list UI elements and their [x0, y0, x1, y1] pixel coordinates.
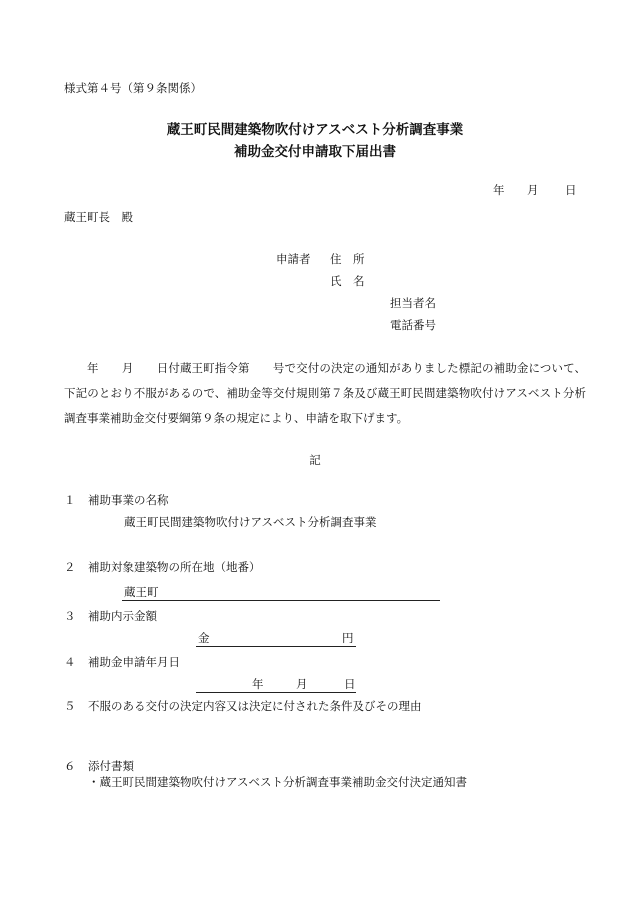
item-2-label: 補助対象建築物の所在地（地番）	[88, 560, 261, 574]
location-underline	[122, 600, 440, 601]
ki-heading: 記	[309, 453, 321, 467]
amount-underline	[196, 646, 356, 647]
item-1-number: １	[64, 493, 76, 507]
item-4-number: ４	[64, 655, 76, 669]
document-title-line-2: 補助金交付申請取下届出書	[234, 144, 396, 160]
body-paragraph: 年 月 日付蔵王町指令第 号で交付の決定の通知がありました標記の補助金について、下記のとおり不服があるので、補助金等交付規則第７条及び蔵王町民間建築物吹付けアスベスト分析調査事業補助金交付要綱第９条の規定により、申請を取下げます。	[64, 361, 586, 425]
form-number: 様式第４号（第９条関係）	[64, 81, 202, 95]
phone-label: 電話番号	[390, 318, 436, 332]
amount-suffix: 円	[342, 631, 354, 645]
addressee: 蔵王町長 殿	[64, 210, 133, 224]
application-day: 日	[344, 677, 356, 691]
item-3-number: ３	[64, 609, 76, 623]
amount-prefix: 金	[198, 631, 210, 645]
item-3-label: 補助内示金額	[88, 609, 157, 623]
item-6-number: ６	[64, 759, 76, 773]
item-6-label: 添付書類	[88, 759, 134, 773]
item-1-value: 蔵王町民間建築物吹付けアスベスト分析調査事業	[124, 515, 377, 529]
item-4-label: 補助金申請年月日	[88, 655, 180, 669]
address-label: 住 所	[330, 252, 365, 266]
date-day: 日	[565, 183, 577, 197]
document-title-line-1: 蔵王町民間建築物吹付けアスベスト分析調査事業	[166, 122, 464, 138]
name-label: 氏 名	[330, 274, 365, 288]
item-5-label: 不服のある交付の決定内容又は決定に付された条件及びその理由	[88, 699, 422, 713]
item-6-value: ・蔵王町民間建築物吹付けアスベスト分析調査事業補助金交付決定通知書	[88, 775, 468, 789]
item-1-label: 補助事業の名称	[88, 493, 169, 507]
item-2-number: ２	[64, 560, 76, 574]
date-month: 月	[527, 183, 539, 197]
item-5-number: ５	[64, 699, 76, 713]
applicant-label: 申請者	[276, 252, 311, 266]
application-year: 年	[252, 677, 264, 691]
contact-person-label: 担当者名	[390, 296, 436, 310]
application-date-underline	[196, 692, 356, 693]
date-year: 年	[493, 183, 505, 197]
application-month: 月	[296, 677, 308, 691]
item-2-value: 蔵王町	[124, 585, 159, 599]
